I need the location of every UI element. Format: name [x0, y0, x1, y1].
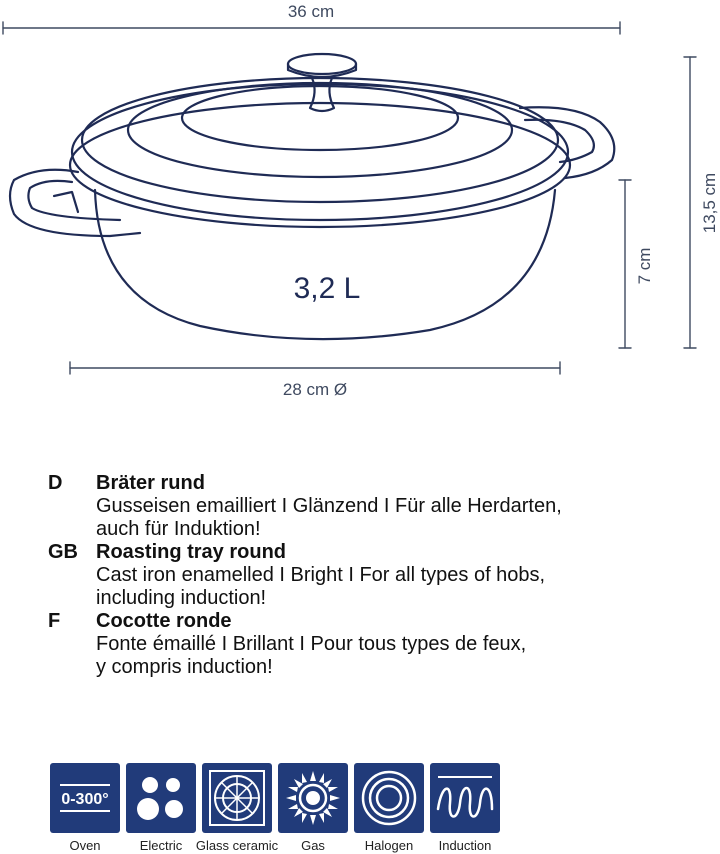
product-title: Bräter rund [96, 472, 205, 494]
description-line: Gusseisen emailliert I Glänzend I Für alle Herdarten, [96, 495, 562, 517]
product-title: Roasting tray round [96, 541, 287, 563]
icon-label: Oven [69, 838, 101, 853]
description-de [48, 472, 688, 541]
product-descriptions [48, 472, 688, 679]
icon-label: Induction [438, 838, 492, 853]
description-fr [48, 610, 688, 679]
icon-label: Halogen [364, 838, 414, 853]
hob-gas [278, 763, 348, 853]
halogen-icon [354, 763, 424, 833]
product-title: Cocotte ronde [96, 610, 232, 632]
hob-halogen [354, 763, 424, 853]
hob-oven [50, 763, 120, 853]
electric-hob-icon [126, 763, 196, 833]
hob-compatibility-icons [50, 763, 500, 853]
height-body-label: 7 cm [635, 247, 654, 285]
gas-icon [278, 763, 348, 833]
volume-label: 3,2 L [293, 272, 361, 305]
height-total-label: 13,5 cm [700, 172, 719, 234]
description-line: Fonte émaillé I Brillant I Pour tous types de feux, [96, 633, 527, 655]
description-line: including induction! [96, 587, 267, 609]
description-gb [48, 541, 688, 610]
width-total-label: 36 cm [287, 2, 335, 21]
glass-ceramic-icon [202, 763, 272, 833]
language-code: D [48, 472, 63, 494]
induction-icon [430, 763, 500, 833]
diameter-label: 28 cm Ø [282, 380, 348, 399]
hob-glass-ceramic [195, 763, 279, 853]
oven-icon [50, 763, 120, 833]
icon-label: Electric [139, 838, 183, 853]
language-code: GB [48, 541, 78, 563]
hob-induction [430, 763, 500, 853]
description-line: auch für Induktion! [96, 518, 261, 540]
language-code: F [48, 610, 61, 632]
oven-temperature: 0-300° [61, 791, 109, 808]
icon-label: Gas [301, 838, 325, 853]
description-line: y compris induction! [96, 656, 273, 678]
hob-electric [126, 763, 196, 853]
description-line: Cast iron enamelled I Bright I For all types of hobs, [96, 564, 546, 586]
icon-label: Glass ceramic [195, 838, 279, 853]
